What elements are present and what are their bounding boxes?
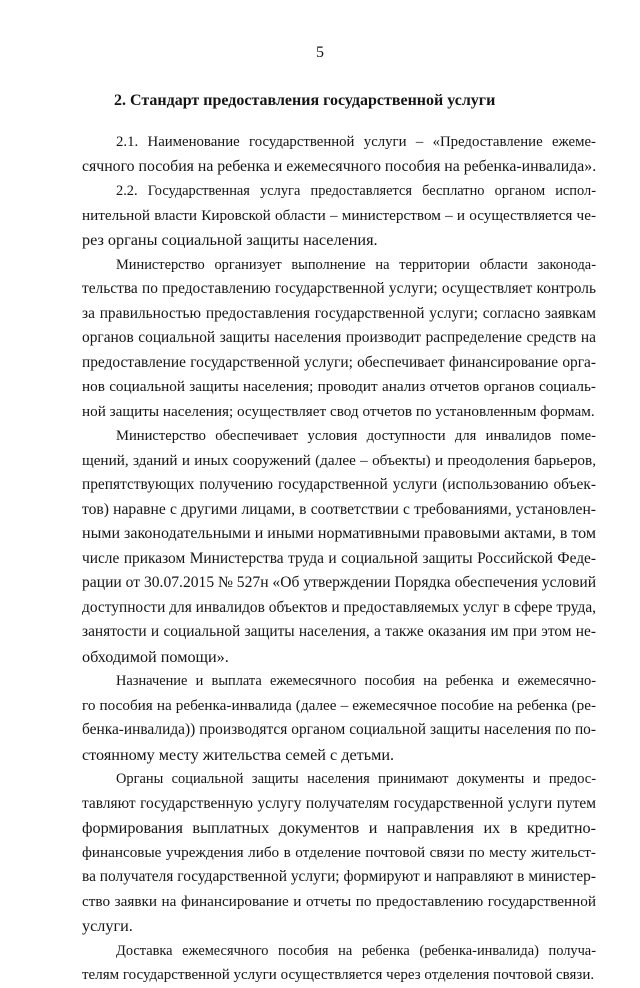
paragraph-line: финансовые учреждения либо в отделение почтовой связи по месту жительст- xyxy=(82,843,596,861)
paragraph-line: занятости и социальной защиты населения, а также оказания им при этом не- xyxy=(82,623,596,640)
body-text xyxy=(82,130,596,988)
paragraph-line: ными законодательными и иными нормативными правовыми актами, в том xyxy=(82,525,596,542)
paragraph-line: стоянному месту жительства семей с детьми. xyxy=(82,745,395,764)
paragraph-line: препятствующих получению государственной услуги (использованию объек- xyxy=(82,476,596,493)
paragraph-line: нов социальной защиты населения; проводит анализ отчетов органов социаль- xyxy=(82,378,596,395)
paragraph xyxy=(82,179,596,253)
paragraph-line: 2.1. Наименование государственной услуги – «Предоставление ежеме- xyxy=(116,134,596,150)
paragraph-line: телям государственной услуги осуществляется через отделения почтовой связи. xyxy=(82,967,595,983)
paragraph-line: органов социальной защиты населения производит распределение средств на xyxy=(82,329,596,346)
paragraph-line: го пособия на ребенка-инвалида (далее – ежемесячное пособие на ребенка (ре- xyxy=(82,696,596,714)
paragraph-line: тов) наравне с другими лицами, в соответствии с требованиями, установлен- xyxy=(82,500,596,518)
paragraph-line: Назначение и выплата ежемесячного пособия на ребенка и ежемесячно- xyxy=(116,673,596,689)
paragraph-line: сячного пособия на ребенка и ежемесячного пособия на ребенка-инвалида». xyxy=(82,157,597,175)
paragraph-line: доступности для инвалидов объектов и предоставляемых услуг в сфере труда, xyxy=(82,598,596,616)
paragraph-line: предоставление государственной услуги; обеспечивает финансирование орга- xyxy=(82,353,596,371)
section-heading: 2. Стандарт предоставления государственной услуги xyxy=(114,92,496,109)
paragraph-line: Органы социальной защиты населения принимают документы и предос- xyxy=(116,771,596,787)
paragraph xyxy=(82,939,596,988)
paragraph xyxy=(82,767,596,939)
paragraph xyxy=(82,424,596,669)
paragraph-line: ной защиты населения; осуществляет свод отчетов по установленным формам. xyxy=(82,402,595,420)
paragraph-line: тельства по предоставлению государственной услуги; осуществляет контроль xyxy=(82,280,596,297)
page-number: 5 xyxy=(316,44,324,61)
paragraph-line: бенка-инвалида)) производятся органом социальной защиты населения по по- xyxy=(82,721,596,738)
paragraph-line: услуги. xyxy=(82,917,133,935)
paragraph-line: обходимой помощи». xyxy=(82,647,229,666)
paragraph-line: Министерство организует выполнение на территории области законода- xyxy=(116,256,596,273)
paragraph-line: за правильностью предоставления государственной услуги; согласно заявкам xyxy=(82,304,596,322)
paragraph xyxy=(82,130,596,179)
paragraph-line: Министерство обеспечивает условия доступности для инвалидов поме- xyxy=(116,428,596,444)
paragraph-line: щений, зданий и иных сооружений (далее – объекты) и преодоления барьеров, xyxy=(82,451,596,469)
paragraph-line: ва получателя государственной услуги; формируют и направляют в министер- xyxy=(82,868,596,885)
paragraph xyxy=(82,669,596,767)
paragraph-line: рации от 30.07.2015 № 527н «Об утверждении Порядка обеспечения условий xyxy=(82,574,597,591)
paragraph-line: рез органы социальной защиты населения. xyxy=(82,231,378,249)
paragraph-line: числе приказом Министерства труда и социальной защиты Российской Феде- xyxy=(82,549,596,567)
paragraph-line: ство заявки на финансирование и отчеты по предоставлению государственной xyxy=(82,892,596,910)
paragraph-line: тавляют государственную услугу получателям государственной услуги путем xyxy=(82,794,596,812)
paragraph-line: Доставка ежемесячного пособия на ребенка (ребенка-инвалида) получа- xyxy=(116,942,596,959)
paragraph-line: формирования выплатных документов и направления их в кредитно- xyxy=(82,819,596,837)
paragraph-line: нительной власти Кировской области – министерством – и осуществляется че- xyxy=(82,206,596,224)
paragraph xyxy=(82,253,596,425)
paragraph-line: 2.2. Государственная услуга предоставляется бесплатно органом испол- xyxy=(116,183,596,199)
